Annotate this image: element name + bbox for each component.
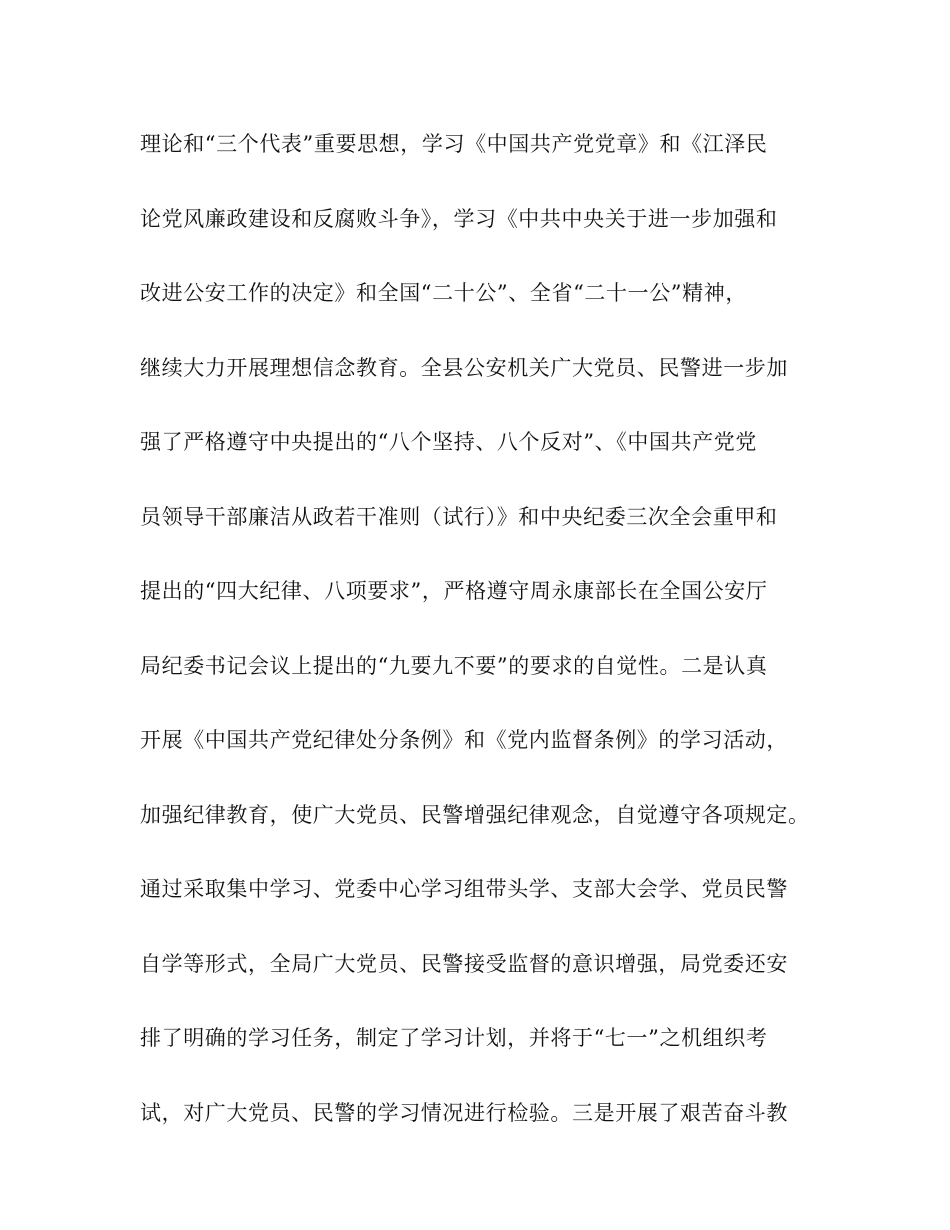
text-line-11: 通过采取集中学习、党委中心学习组带头学、支部大会学、党员民警 — [140, 877, 788, 901]
text-line-2: 论党风廉政建设和反腐败斗争》，学习《中共中央关于进一步加强和 — [140, 206, 778, 231]
text-line-12: 自学等形式，全局广大党员、民警接受监督的意识增强，局党委还安 — [140, 951, 788, 976]
text-line-7: 提出的“四大纪律、八项要求”，严格遵守周永康部长在全国公安厅 — [140, 579, 768, 603]
text-line-9: 开展《中国共产党纪律处分条例》和《党内监督条例》的学习活动， — [140, 728, 788, 752]
text-line-4: 继续大力开展理想信念教育。全县公安机关广大党员、民警进一步加 — [140, 355, 788, 380]
text-line-10: 加强纪律教育，使广大党员、民警增强纪律观念，自觉遵守各项规定。 — [140, 802, 810, 827]
text-line-3: 改进公安工作的决定》和全国“二十公”、全省“二十一公”精神， — [140, 281, 747, 305]
text-line-14: 试，对广大党员、民警的学习情况进行检验。三是开展了艰苦奋斗教 — [140, 1100, 788, 1125]
text-line-13: 排了明确的学习任务，制定了学习计划，并将于“七一”之机组织考 — [140, 1026, 768, 1050]
text-line-8: 局纪委书记会议上提出的“九要九不要”的要求的自觉性。二是认真 — [140, 653, 768, 678]
text-line-5: 强了严格遵守中央提出的“八个坚持、八个反对”、《中国共产党党 — [140, 430, 757, 454]
text-line-6: 员领导干部廉洁从政若干准则（试行）》和中央纪委三次全会重甲和 — [140, 504, 778, 529]
body-text — [140, 127, 820, 1170]
text-line-1: 理论和“三个代表”重要思想，学习《中国共产党党章》和《江泽民 — [140, 132, 768, 156]
